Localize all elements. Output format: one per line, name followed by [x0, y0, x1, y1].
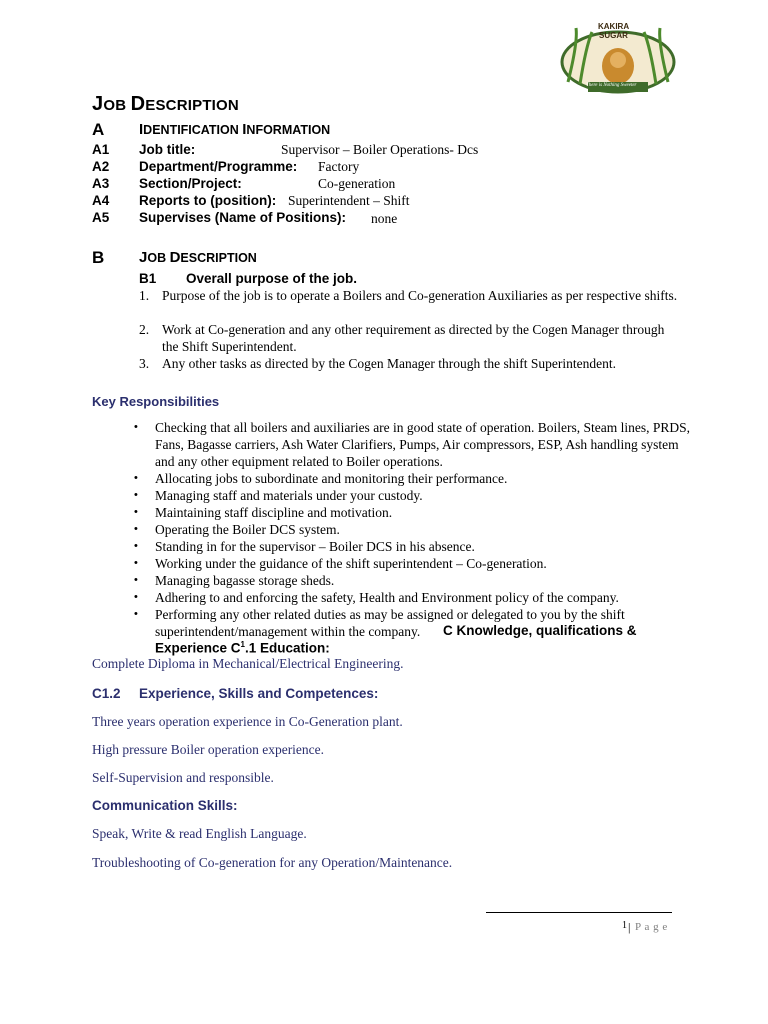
- communication-skills-heading: Communication Skills:: [92, 798, 238, 813]
- b1-label: Overall purpose of the job.: [186, 271, 358, 286]
- a5-value: none: [371, 211, 398, 226]
- responsibility-item: Operating the Boiler DCS system.: [155, 522, 340, 537]
- a2-value: Factory: [318, 159, 360, 174]
- section-a-heading: IDENTIFICATION INFORMATION: [139, 121, 331, 138]
- a4-label: Reports to (position):: [139, 193, 277, 208]
- responsibility-item: Managing staff and materials under your custody.: [155, 488, 423, 503]
- c11-heading: Experience $C^1.1$ Education:: [155, 640, 330, 656]
- a5-code: A5: [92, 210, 110, 225]
- responsibility-item: Adhering to and enforcing the safety, Health and Environment policy of the company.: [155, 590, 619, 605]
- a2-code: A2: [92, 159, 110, 174]
- b1-item-text: Purpose of the job is to operate a Boilers and Co-generation Auxiliaries as per respective shifts.: [162, 288, 678, 303]
- experience-item: Three years operation experience in Co-Generation plant.: [92, 714, 403, 729]
- b1-item-num: 2.: [139, 322, 150, 337]
- communication-item: Speak, Write & read English Language.: [92, 826, 307, 841]
- a3-code: A3: [92, 176, 110, 191]
- a2-label: Department/Programme:: [139, 159, 298, 174]
- company-logo: [558, 22, 678, 94]
- bullet-icon: •: [134, 523, 138, 535]
- bullet-icon: •: [134, 591, 138, 603]
- bullet-icon: •: [134, 557, 138, 569]
- responsibility-item: Managing bagasse storage sheds.: [155, 573, 335, 588]
- section-c-heading: C Knowledge, qualifications &: [443, 623, 637, 638]
- responsibility-item: Standing in for the supervisor – Boiler DCS in his absence.: [155, 539, 475, 554]
- a4-code: A4: [92, 193, 110, 208]
- a1-label: Job title:: [139, 142, 196, 157]
- section-b-heading: JOB DESCRIPTION: [139, 249, 257, 266]
- bullet-icon: •: [134, 421, 138, 433]
- responsibility-item: Maintaining staff discipline and motivation.: [155, 505, 393, 520]
- responsibility-item: Working under the guidance of the shift superintendent – Co-generation.: [155, 556, 547, 571]
- bullet-icon: •: [134, 574, 138, 586]
- key-responsibilities-heading: Key Responsibilities: [92, 394, 220, 409]
- bullet-icon: •: [134, 506, 138, 518]
- a1-value: Supervisor – Boiler Operations- Dcs: [281, 142, 479, 157]
- communication-item: Troubleshooting of Co-generation for any Operation/Maintenance.: [92, 855, 453, 870]
- b1-item-text: Work at Co-generation and any other requirement as directed by the Cogen Manager through the Shift Superintendent.: [162, 322, 665, 354]
- experience-item: High pressure Boiler operation experience.: [92, 742, 325, 757]
- a4-value: Superintendent – Shift: [288, 193, 410, 208]
- a3-label: Section/Project:: [139, 176, 242, 191]
- logo-text-kakira: KAKIRA: [598, 22, 630, 31]
- bullet-icon: •: [134, 472, 138, 484]
- responsibility-item-last-line1: Performing any other related duties as may be assigned or delegated to you by the shift: [155, 607, 625, 622]
- b1-item-num: 1.: [139, 288, 150, 303]
- b1-item-text: Any other tasks as directed by the Cogen Manager through the shift Superintendent.: [162, 356, 617, 371]
- education-text: Complete Diploma in Mechanical/Electrical Engineering.: [92, 656, 404, 671]
- page-number: 1: [622, 920, 627, 931]
- logo-text-sugar: SUGAR: [599, 31, 628, 40]
- section-b-letter: B: [92, 248, 105, 267]
- experience-item: Self-Supervision and responsible.: [92, 770, 274, 785]
- a5-label: Supervises (Name of Positions):: [139, 210, 347, 225]
- responsibility-item: Allocating jobs to subordinate and monitoring their performance.: [155, 471, 508, 486]
- footer-separator: |: [628, 920, 631, 934]
- responsibility-item-last-line2: superintendent/management within the company.: [155, 624, 421, 639]
- footer-divider: [486, 912, 672, 913]
- bullet-icon: •: [134, 489, 138, 501]
- c12-label: Experience, Skills and Competences:: [139, 686, 379, 701]
- bullet-icon: •: [134, 540, 138, 552]
- page-title: JOB DESCRIPTION: [92, 93, 239, 115]
- bullet-icon: •: [134, 608, 138, 620]
- section-a-letter: A: [92, 120, 105, 139]
- responsibility-item: Checking that all boilers and auxiliaries are in good state of operation. Boilers, Steam lines, PRDS, Fans, Bagasse carriers, Ash Water Clarifiers, Pumps, Air compressors, ESP, Ash handling system and any other equipment related to Boiler operations.: [155, 420, 691, 469]
- b1-code: B1: [139, 271, 157, 286]
- page-label: P a g e: [635, 921, 668, 933]
- logo-tagline: There is Nothing Sweeter: [586, 83, 637, 88]
- b1-item-num: 3.: [139, 356, 150, 371]
- a1-code: A1: [92, 142, 110, 157]
- a3-value: Co-generation: [318, 176, 396, 191]
- c12-code: C1.2: [92, 686, 121, 701]
